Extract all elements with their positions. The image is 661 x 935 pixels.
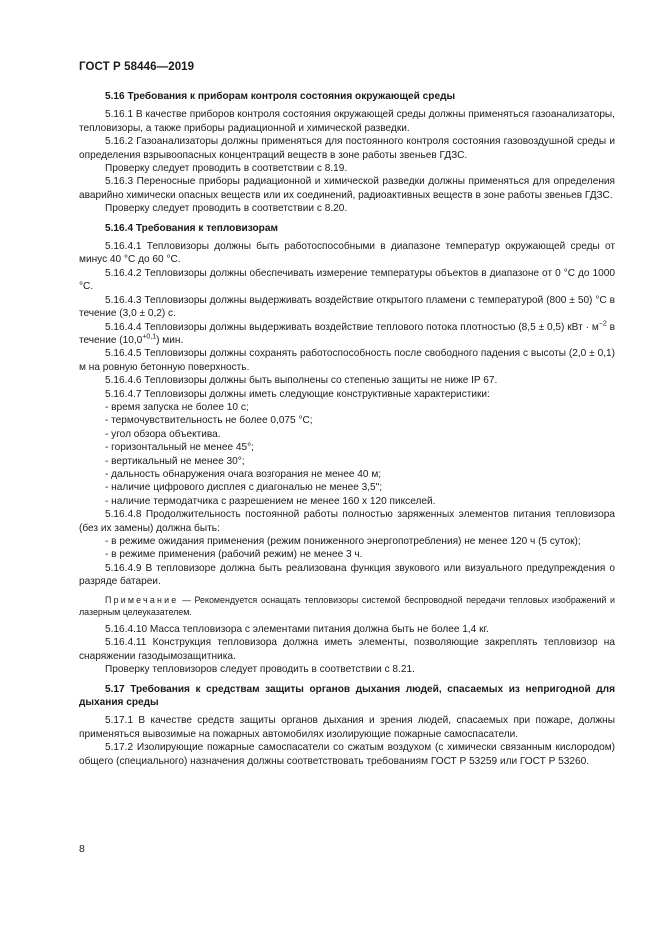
text-run: в течение (10,0 [79, 321, 615, 346]
list-item: - наличие термодатчика с разрешением не менее 160 х 120 пикселей. [105, 495, 436, 507]
paragraph: Проверку следует проводить в соответствии с 8.20. [105, 203, 348, 215]
note-text: — Рекомендуется оснащать тепловизоры системой беспроводной передачи тепловых изображений и лазерным целеуказателем. [79, 594, 615, 617]
paragraph [79, 321, 615, 348]
list-item: - угол обзора объектива. [105, 428, 221, 440]
list-item: - термочувствительность не более 0,075 °С; [105, 415, 313, 427]
section-5-16-heading: 5.16 Требования к приборам контроля состояния окружающей среды [105, 91, 456, 102]
paragraph: 5.16.4.8 Продолжительность постоянной работы полностью заряженных элементов питания тепловизора (без их замены) должна быть: [79, 509, 615, 534]
section-5-16-4-heading: 5.16.4 Требования к тепловизорам [105, 222, 278, 234]
paragraph: 5.16.3 Переносные приборы радиационной и химической разведки должны применяться для определения аварийно химически опасных веществ или их соединений, радиоактивных веществ в зоне работы звеньев ГДЗС. [79, 176, 615, 201]
note-label: Примечание [105, 594, 179, 605]
paragraph: 5.16.4.2 Тепловизоры должны обеспечивать измерение температуры объектов в диапазоне от 0 °С до 1000 °С. [79, 267, 615, 293]
paragraph: 5.16.4.10 Масса тепловизора с элементами питания должна быть не более 1,4 кг. [105, 624, 489, 636]
list-item: - время запуска не более 10 с; [105, 401, 249, 413]
paragraph: 5.16.4.6 Тепловизоры должны быть выполнены со степенью защиты не ниже IP 67. [105, 375, 498, 387]
paragraph: 5.16.4.7 Тепловизоры должны иметь следующие конструктивные характеристики: [105, 388, 490, 400]
text-run: ) мин. [156, 334, 184, 346]
superscript: −2 [598, 320, 607, 328]
paragraph: 5.16.4.9 В тепловизоре должна быть реализована функция звукового или визуального предупреждения о разряде батареи. [79, 562, 615, 588]
document-header: ГОСТ Р 58446—2019 [79, 61, 195, 73]
paragraph: 5.16.1 В качестве приборов контроля состояния окружающей среды должны применяться газоанализаторы, тепловизоры, а также приборы радиационной и химической разведки. [79, 109, 615, 134]
paragraph: 5.16.4.11 Конструкция тепловизора должна иметь элементы, позволяющие закреплять тепловизор на снаряжении газодымозащитника. [79, 637, 615, 662]
page-number: 8 [79, 843, 85, 855]
paragraph: 5.16.4.3 Тепловизоры должны выдерживать воздействие открытого пламени с температурой (800 ± 50) °С в течение (3,0 ± 0,2) с. [79, 294, 615, 320]
section-5-17-heading: 5.17 Требования к средствам защиты органов дыхания людей, спасаемых из непригодной для дыхания среды [79, 683, 615, 709]
document-body [79, 90, 615, 768]
list-item: - в режиме применения (рабочий режим) не менее 3 ч. [105, 549, 363, 561]
superscript: +0,1 [142, 333, 157, 341]
text-run: 5.16.4.4 Тепловизоры должны выдерживать воздействие теплового потока плотностью (8,5 ± 0,5) кВт · м [105, 321, 599, 333]
list-item: - в режиме ожидания применения (режим пониженного энергопотребления) не менее 120 ч (5 суток); [105, 536, 581, 547]
list-item: - дальность обнаружения очага возгорания не менее 40 м; [105, 468, 382, 480]
list-item: - вертикальный не менее 30°; [105, 455, 245, 467]
paragraph: 5.17.1 В качестве средств защиты органов дыхания и зрения людей, спасаемых при пожаре, должны применяться вывозимые на пожарных автомобилях изолирующие пожарные самоспасатели. [79, 715, 615, 740]
paragraph: 5.16.2 Газоанализаторы должны применяться для постоянного контроля состояния газовоздушной среды и определения взрывоопасных концентраций веществ в зоне работы звеньев ГДЗС. [79, 136, 615, 161]
paragraph: 5.16.4.1 Тепловизоры должны быть работоспособными в диапазоне температур окружающей среды от минус 40 °С до 60 °С. [79, 241, 615, 266]
paragraph: 5.16.4.5 Тепловизоры должны сохранять работоспособность после свободного падения с высоты (2,0 ± 0,1) м на ровную бетонную поверхность. [79, 348, 615, 373]
note [79, 594, 615, 618]
paragraph: Проверку следует проводить в соответствии с 8.19. [105, 163, 348, 175]
paragraph: Проверку тепловизоров следует проводить в соответствии с 8.21. [105, 664, 415, 676]
list-item: - горизонтальный не менее 45°; [105, 442, 254, 454]
list-item: - наличие цифрового дисплея с диагональю не менее 3,5"; [105, 482, 383, 494]
paragraph: 5.17.2 Изолирующие пожарные самоспасатели со сжатым воздухом (с химически связанным кислородом) общего (специального) назначения должны соответствовать требованиям ГОСТ Р 53259 или ГОСТ Р 53260. [79, 742, 615, 767]
